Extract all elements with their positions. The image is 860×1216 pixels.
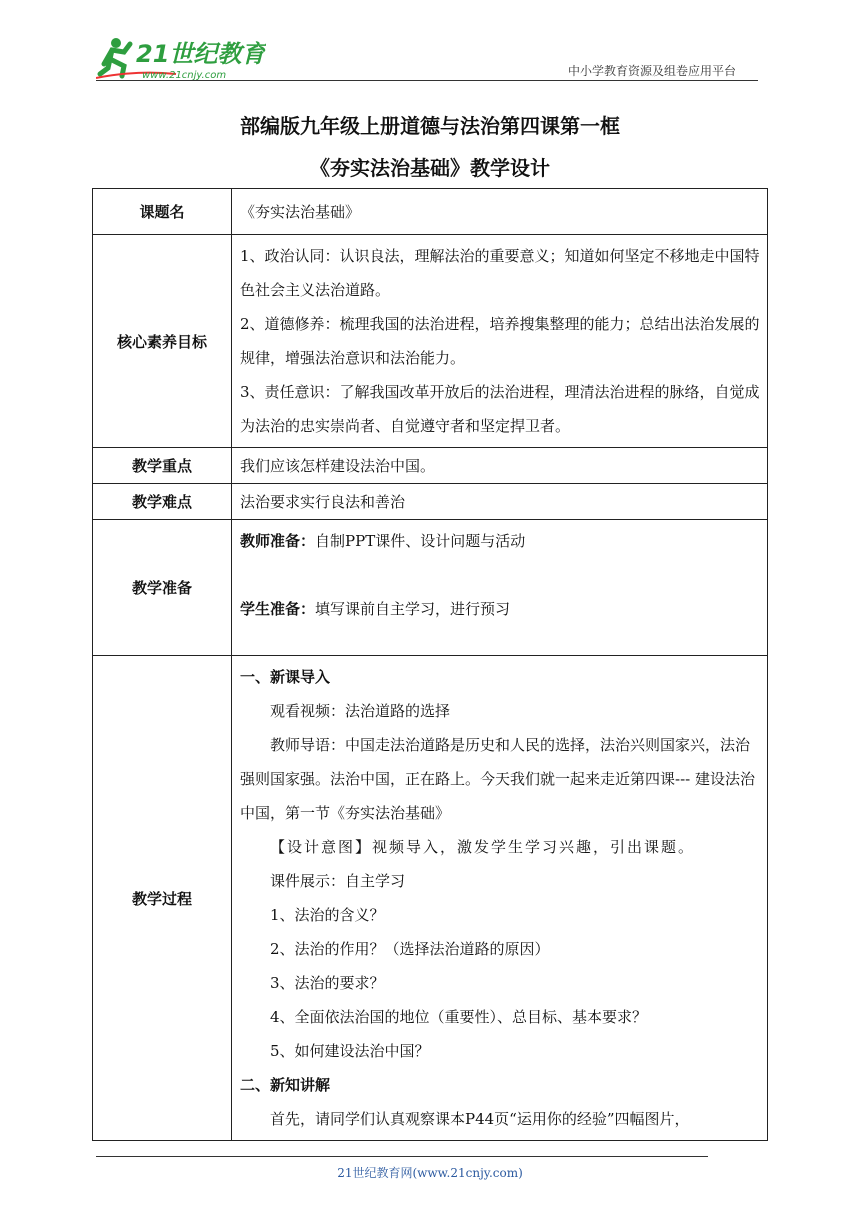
logo-text: 21世纪教育 xyxy=(136,40,266,68)
preparation-label: 教学准备 xyxy=(93,520,232,656)
video-line: 观看视频：法治道路的选择 xyxy=(270,702,451,720)
goals-label: 核心素养目标 xyxy=(93,235,232,448)
process-last-line: 首先，请同学们认真观察课本P44页“运用你的经验”四幅图片， xyxy=(270,1110,690,1128)
row-goals xyxy=(93,235,768,448)
topic-value: 《夯实法治基础》 xyxy=(232,189,768,235)
teacher-prep-value: 自制PPT课件、设计问题与活动 xyxy=(315,532,526,550)
logo-21cnjy xyxy=(96,34,266,82)
row-preparation xyxy=(93,520,768,656)
question-item: 5、如何建设法治中国？ xyxy=(270,1042,430,1060)
student-prep xyxy=(240,592,761,626)
document-title-line1: 部编版九年级上册道德与法治第四课第一框 xyxy=(240,114,620,138)
section-heading: 二、新知讲解 xyxy=(240,1076,331,1094)
teacher-intro: 教师导语：中国走法治道路是历史和人民的选择，法治兴则国家兴，法治强则国家强。法治中国，正在路上。今天我们就一起来走近第四课--- 建设法治中国，第一节《夯实法治基础》 xyxy=(240,736,755,822)
lesson-plan-table xyxy=(92,188,768,1141)
difficulty-value: 法治要求实行良法和善治 xyxy=(232,484,768,520)
row-process xyxy=(93,656,768,1141)
goal-item: 1、政治认同：认识良法，理解法治的重要意义；知道如何坚定不移地走中国特色社会主义法治道路。 xyxy=(240,247,760,299)
teacher-prep xyxy=(240,524,761,558)
preparation-content xyxy=(232,520,768,656)
document-title-line2: 《夯实法治基础》教学设计 xyxy=(310,156,550,180)
page-header xyxy=(0,0,860,90)
process-content xyxy=(232,656,768,1141)
goals-content xyxy=(232,235,768,448)
difficulty-label: 教学难点 xyxy=(93,484,232,520)
key-point-label: 教学重点 xyxy=(93,448,232,484)
question-item: 4、全面依法治国的地位（重要性）、总目标、基本要求？ xyxy=(270,1008,648,1026)
question-item: 2、法治的作用？（选择法治道路的原因） xyxy=(270,940,550,958)
header-divider xyxy=(96,80,758,81)
row-key-point xyxy=(93,448,768,484)
goal-item: 2、道德修养：梳理我国的法治进程，培养搜集整理的能力；总结出法治发展的规律，增强法治意识和法治能力。 xyxy=(240,315,760,367)
footer-divider xyxy=(96,1156,708,1157)
logo-url-text: www.21cnjy.com xyxy=(142,70,227,81)
question-item: 3、法治的要求？ xyxy=(270,974,385,992)
row-difficulty xyxy=(93,484,768,520)
teacher-prep-label: 教师准备： xyxy=(240,532,316,550)
student-prep-label: 学生准备： xyxy=(240,600,316,618)
process-label: 教学过程 xyxy=(93,656,232,1141)
goal-item: 3、责任意识：了解我国改革开放后的法治进程，理清法治进程的脉络，自觉成为法治的忠实崇尚者、自觉遵守者和坚定捍卫者。 xyxy=(240,383,760,435)
row-topic xyxy=(93,189,768,235)
question-item: 1、法治的含义？ xyxy=(270,906,385,924)
topic-label: 课题名 xyxy=(93,189,232,235)
courseware-line: 课件展示：自主学习 xyxy=(270,872,406,890)
design-intent: 【设计意图】视频导入，激发学生学习兴趣，引出课题。 xyxy=(270,838,696,856)
student-prep-value: 填写课前自主学习，进行预习 xyxy=(315,600,511,618)
footer-link[interactable]: 21世纪教育网(www.21cnjy.com) xyxy=(337,1166,523,1180)
key-point-value: 我们应该怎样建设法治中国。 xyxy=(232,448,768,484)
header-tagline: 中小学教育资源及组卷应用平台 xyxy=(568,64,737,78)
section-heading: 一、新课导入 xyxy=(240,668,331,686)
